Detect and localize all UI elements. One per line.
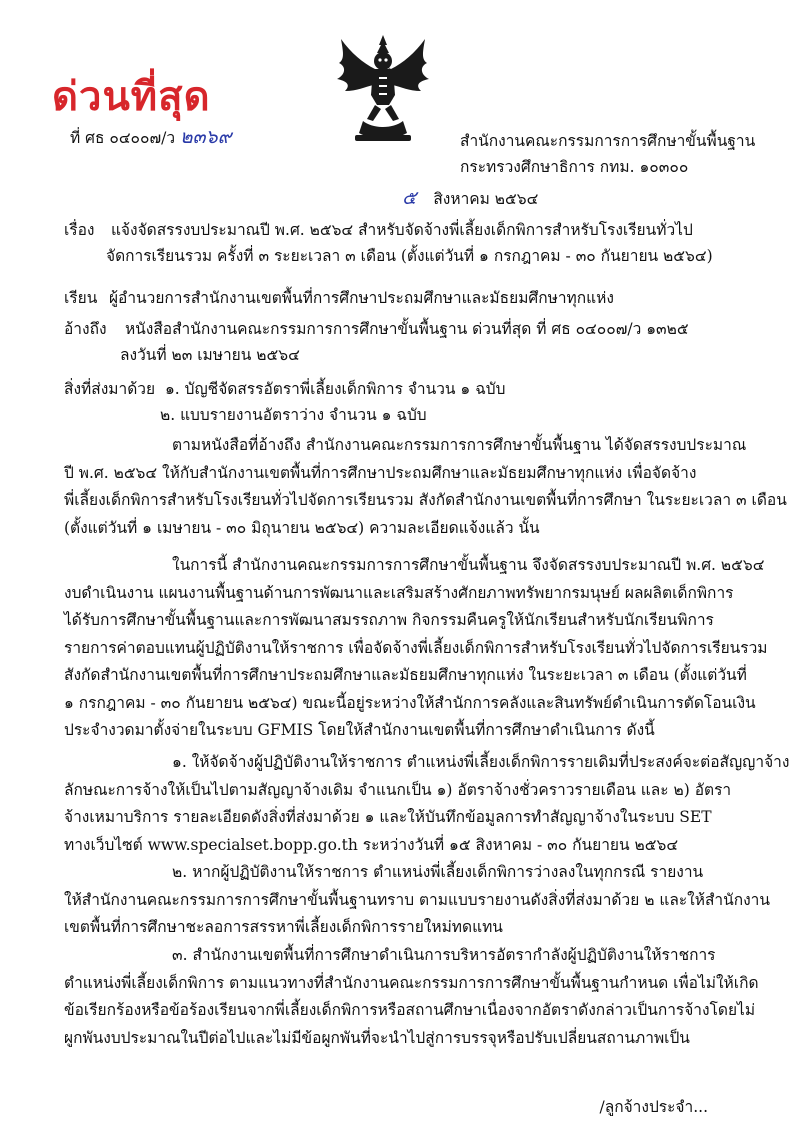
paragraph-line: ผูกพันงบประมาณในปีต่อไปและไม่มีข้อผูกพันที่จะนำไปสู่การบรรจุหรือปรับเปลี่ยนสถานภาพเป็น bbox=[64, 1028, 690, 1047]
enclosure-item-1: ๑. บัญชีจัดสรรอัตราพี่เลี้ยงเด็กพิการ จำนวน ๑ ฉบับ bbox=[164, 380, 506, 398]
enclosures-block bbox=[64, 376, 704, 428]
reference-label: อ้างถึง bbox=[64, 320, 107, 338]
reference-line-1: หนังสือสำนักงานคณะกรรมการการศึกษาขั้นพื้นฐาน ด่วนที่สุด ที่ ศธ ๐๔๐๐๗/ว ๑๓๒๕ bbox=[124, 320, 689, 338]
body-paragraph-2 bbox=[64, 552, 768, 745]
paragraph-line: จ้างเหมาบริการ รายละเอียดดังสิ่งที่ส่งมาด้วย ๑ และให้บันทึกข้อมูลการทำสัญญาจ้างในระบบ SET bbox=[64, 808, 712, 826]
paragraph-line: ประจำงวดมาตั้งจ่ายในระบบ GFMIS โดยให้สำนักงานเขตพื้นที่การศึกษาดำเนินการ ดังนี้ bbox=[64, 721, 655, 739]
paragraph-line: ตำแหน่งพี่เลี้ยงเด็กพิการ ตามแนวทางที่สำนักงานคณะกรรมการการศึกษาขั้นพื้นฐานกำหนด เพื่อไม่ให้เกิด bbox=[64, 973, 759, 992]
enclosures-label: สิ่งที่ส่งมาด้วย bbox=[64, 380, 156, 398]
paragraph-line: พี่เลี้ยงเด็กพิการสำหรับโรงเรียนทั่วไปจัดการเรียนรวม สังกัดสำนักงานเขตพื้นที่การศึกษา ในระยะเวลา ๓ เดือน bbox=[64, 491, 787, 509]
ref-prefix: ที่ ศธ ๐๔๐๐๗/ว bbox=[70, 129, 176, 147]
paragraph-line: ให้สำนักงานคณะกรรมการการศึกษาขั้นพื้นฐานทราบ ตามแบบรายงานดังสิ่งที่ส่งมาด้วย ๒ และให้สำนักงาน bbox=[64, 890, 770, 909]
body-paragraph-1 bbox=[64, 432, 787, 542]
body-item-2 bbox=[64, 859, 770, 942]
paragraph-line: ตามหนังสือที่อ้างถึง สำนักงานคณะกรรมการการศึกษาขั้นพื้นฐาน ได้จัดสรรงบประมาณ bbox=[172, 436, 747, 454]
reference-block bbox=[64, 316, 704, 368]
body-item-3 bbox=[64, 942, 759, 1052]
page-continuation-text: /ลูกจ้างประจำ... bbox=[599, 1098, 708, 1116]
reference-line-2: ลงวันที่ ๒๓ เมษายน ๒๕๖๔ bbox=[120, 346, 300, 364]
paragraph-line: ๒. หากผู้ปฏิบัติงานให้ราชการ ตำแหน่งพี่เลี้ยงเด็กพิการว่างลงในทุกกรณี รายงาน bbox=[172, 863, 704, 881]
paragraph-line: ๓. สำนักงานเขตพื้นที่การศึกษาดำเนินการบริหารอัตรากำลังผู้ปฏิบัติงานให้ราชการ bbox=[172, 946, 716, 964]
urgent-stamp: ด่วนที่สุด bbox=[52, 74, 211, 120]
paragraph-line: ปี พ.ศ. ๒๕๖๔ ให้กับสำนักงานเขตพื้นที่การศึกษาประถมศึกษาและมัธยมศึกษาทุกแห่ง เพื่อจัดจ้าง bbox=[64, 463, 697, 482]
ref-number-handwritten: ๒๓๖๙ bbox=[180, 126, 232, 148]
paragraph-line: เขตพื้นที่การศึกษาชะลอการสรรหาพี่เลี้ยงเด็กพิการรายใหม่ทดแทน bbox=[64, 918, 503, 936]
paragraph-line: ได้รับการศึกษาขั้นพื้นฐานและการพัฒนาสมรรถภาพ กิจกรรมคืนครูให้นักเรียนสำหรับนักเรียนพิการ bbox=[64, 611, 714, 629]
paragraph-line: สังกัดสำนักงานเขตพื้นที่การศึกษาประถมศึกษาและมัธยมศึกษาทุกแห่ง ในระยะเวลา ๓ เดือน (ตั้งแต่วันที่ bbox=[64, 666, 747, 684]
subject-line-2: จัดการเรียนรวม ครั้งที่ ๓ ระยะเวลา ๓ เดือน (ตั้งแต่วันที่ ๑ กรกฎาคม - ๓๐ กันยายน ๒๕๖๔) bbox=[106, 247, 713, 265]
enclosure-item-2: ๒. แบบรายงานอัตราว่าง จำนวน ๑ ฉบับ bbox=[160, 406, 427, 424]
body-item-1 bbox=[64, 749, 789, 859]
paragraph-line: ๑ กรกฎาคม - ๓๐ กันยายน ๒๕๖๔) ขณะนี้อยู่ระหว่างให้สำนักการคลังและสินทรัพย์ดำเนินการตัดโอนเงิน bbox=[64, 693, 756, 712]
paragraph-line: ทางเว็บไซต์ www.specialset.bopp.go.th ระหว่างวันที่ ๑๕ สิงหาคม - ๓๐ กันยายน ๒๕๖๔ bbox=[64, 835, 679, 854]
paragraph-line: ในการนี้ สำนักงานคณะกรรมการการศึกษาขั้นพื้นฐาน จึงจัดสรรงบประมาณปี พ.ศ. ๒๕๖๔ bbox=[172, 556, 765, 574]
paragraph-line: (ตั้งแต่วันที่ ๑ เมษายน - ๓๐ มิถุนายน ๒๕๖๔) ความละเอียดแจ้งแล้ว นั้น bbox=[64, 518, 540, 537]
paragraph-line: รายการค่าตอบแทนผู้ปฏิบัติงานให้ราชการ เพื่อจัดจ้างพี่เลี้ยงเด็กพิการสำหรับโรงเรียนทั่วไปจัดการเรียนรวม bbox=[64, 638, 768, 657]
paragraph-line: งบดำเนินงาน แผนงานพื้นฐานด้านการพัฒนาและเสริมสร้างศักยภาพทรัพยากรมนุษย์ ผลผลิตเด็กพิการ bbox=[64, 583, 734, 602]
document-ref-number bbox=[70, 122, 232, 152]
subject-label: เรื่อง bbox=[64, 221, 95, 239]
office-address: กระทรวงศึกษาธิการ กทม. ๑๐๓๐๐ bbox=[460, 158, 689, 176]
paragraph-line: ข้อเรียกร้องหรือข้อร้องเรียนจากพี่เลี้ยงเด็กพิการหรือสถานศึกษาเนื่องจากอัตราดังกล่าวเป็นการจ้างโดยไม่ bbox=[64, 1001, 756, 1019]
recipient-block bbox=[64, 285, 704, 311]
recipient-label: เรียน bbox=[64, 289, 98, 307]
date-day-handwritten: ๕ bbox=[402, 187, 417, 209]
subject-line-1: แจ้งจัดสรรงบประมาณปี พ.ศ. ๒๕๖๔ สำหรับจัดจ้างพี่เลี้ยงเด็กพิการสำหรับโรงเรียนทั่วไป bbox=[110, 221, 693, 239]
issuing-office bbox=[460, 128, 755, 180]
recipient-text: ผู้อำนวยการสำนักงานเขตพื้นที่การศึกษาประถมศึกษาและมัธยมศึกษาทุกแห่ง bbox=[108, 289, 614, 307]
paragraph-line: ลักษณะการจ้างให้เป็นไปตามสัญญาจ้างเดิม จำแนกเป็น ๑) อัตราจ้างชั่วคราวรายเดือน และ ๒) อัตรา bbox=[64, 780, 732, 799]
office-name: สำนักงานคณะกรรมการการศึกษาขั้นพื้นฐาน bbox=[460, 132, 756, 150]
garuda-emblem-icon bbox=[333, 33, 433, 145]
subject-block bbox=[64, 217, 713, 269]
date-month-year: สิงหาคม ๒๕๖๔ bbox=[433, 190, 539, 208]
document-date bbox=[402, 183, 538, 213]
paragraph-line: ๑. ให้จัดจ้างผู้ปฏิบัติงานให้ราชการ ตำแหน่งพี่เลี้ยงเด็กพิการรายเดิมที่ประสงค์จะต่อสัญญาจ้าง bbox=[172, 753, 789, 771]
